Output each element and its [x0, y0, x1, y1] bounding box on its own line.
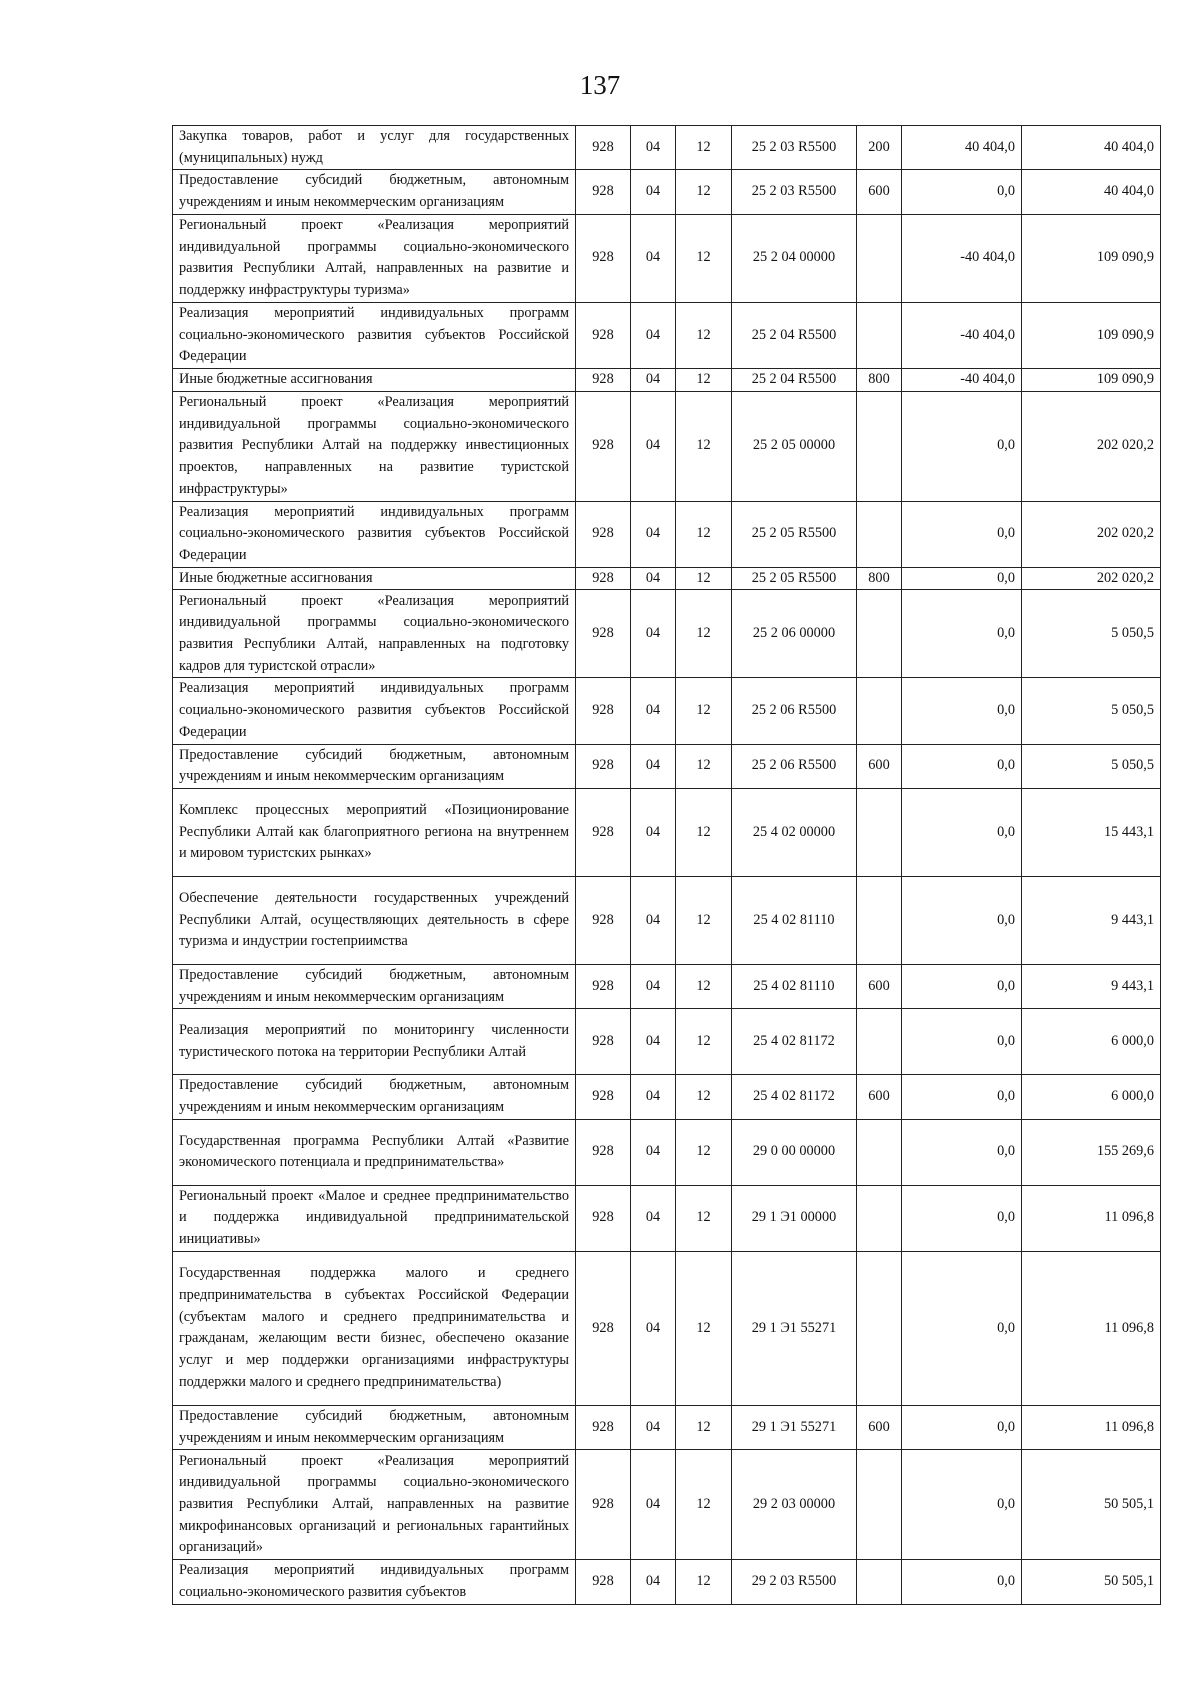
row-change-amount: 0,0 — [902, 170, 1022, 214]
row-change-amount: 0,0 — [902, 1119, 1022, 1185]
row-subsection-code: 12 — [676, 302, 732, 368]
row-total-amount: 109 090,9 — [1022, 302, 1161, 368]
table-row — [173, 391, 1161, 501]
table-row — [173, 876, 1161, 964]
row-target-article: 25 4 02 81110 — [732, 876, 857, 964]
row-ministry-code: 928 — [576, 1185, 631, 1251]
row-ministry-code: 928 — [576, 391, 631, 501]
row-target-article: 25 4 02 81110 — [732, 964, 857, 1008]
row-target-article: 25 2 06 R5500 — [732, 678, 857, 744]
row-name: Обеспечение деятельности государственных учреждений Республики Алтай, осуществляющих деятельность в сфере туризма и индустрии гостеприимства — [173, 876, 576, 964]
row-section-code: 04 — [631, 302, 676, 368]
row-target-article: 25 4 02 81172 — [732, 1009, 857, 1075]
row-total-amount: 50 505,1 — [1022, 1560, 1161, 1604]
row-total-amount: 202 020,2 — [1022, 501, 1161, 567]
table-row — [173, 1009, 1161, 1075]
table-row — [173, 1560, 1161, 1604]
table-row — [173, 1119, 1161, 1185]
row-subsection-code: 12 — [676, 1450, 732, 1560]
row-subsection-code: 12 — [676, 567, 732, 590]
row-expense-type: 600 — [857, 744, 902, 788]
row-ministry-code: 928 — [576, 876, 631, 964]
row-ministry-code: 928 — [576, 1009, 631, 1075]
row-name: Региональный проект «Реализация мероприятий индивидуальной программы социально-экономического развития Республики Алтай, направленных на развитие и поддержку инфраструктуры туризма» — [173, 214, 576, 302]
table-row — [173, 214, 1161, 302]
row-total-amount: 6 000,0 — [1022, 1075, 1161, 1119]
row-target-article: 29 1 Э1 55271 — [732, 1405, 857, 1449]
row-target-article: 25 2 06 R5500 — [732, 744, 857, 788]
row-change-amount: 0,0 — [902, 1560, 1022, 1604]
row-expense-type — [857, 391, 902, 501]
row-ministry-code: 928 — [576, 126, 631, 170]
row-ministry-code: 928 — [576, 501, 631, 567]
table-row — [173, 1251, 1161, 1405]
row-target-article: 29 2 03 R5500 — [732, 1560, 857, 1604]
table-row — [173, 1075, 1161, 1119]
row-section-code: 04 — [631, 567, 676, 590]
row-expense-type — [857, 1560, 902, 1604]
row-target-article: 29 0 00 00000 — [732, 1119, 857, 1185]
row-total-amount: 109 090,9 — [1022, 368, 1161, 391]
row-expense-type — [857, 1450, 902, 1560]
row-ministry-code: 928 — [576, 1560, 631, 1604]
row-total-amount: 40 404,0 — [1022, 126, 1161, 170]
row-name: Закупка товаров, работ и услуг для государственных (муниципальных) нужд — [173, 126, 576, 170]
row-subsection-code: 12 — [676, 126, 732, 170]
row-expense-type — [857, 1185, 902, 1251]
row-expense-type: 600 — [857, 964, 902, 1008]
row-total-amount: 109 090,9 — [1022, 214, 1161, 302]
row-expense-type — [857, 788, 902, 876]
row-section-code: 04 — [631, 1185, 676, 1251]
row-name: Государственная программа Республики Алтай «Развитие экономического потенциала и предпринимательства» — [173, 1119, 576, 1185]
row-name: Реализация мероприятий индивидуальных программ социально-экономического развития субъектов Российской Федерации — [173, 678, 576, 744]
row-section-code: 04 — [631, 788, 676, 876]
table-row — [173, 302, 1161, 368]
row-expense-type: 200 — [857, 126, 902, 170]
row-subsection-code: 12 — [676, 876, 732, 964]
table-row — [173, 1185, 1161, 1251]
row-change-amount: 0,0 — [902, 1251, 1022, 1405]
row-total-amount: 6 000,0 — [1022, 1009, 1161, 1075]
row-total-amount: 9 443,1 — [1022, 876, 1161, 964]
row-subsection-code: 12 — [676, 1251, 732, 1405]
row-ministry-code: 928 — [576, 1075, 631, 1119]
row-name: Региональный проект «Малое и среднее предпринимательство и поддержка индивидуальной предпринимательской инициативы» — [173, 1185, 576, 1251]
row-total-amount: 50 505,1 — [1022, 1450, 1161, 1560]
table-row — [173, 590, 1161, 678]
row-subsection-code: 12 — [676, 788, 732, 876]
table-row — [173, 678, 1161, 744]
row-ministry-code: 928 — [576, 590, 631, 678]
row-subsection-code: 12 — [676, 744, 732, 788]
row-subsection-code: 12 — [676, 368, 732, 391]
row-section-code: 04 — [631, 1009, 676, 1075]
row-name: Региональный проект «Реализация мероприятий индивидуальной программы социально-экономического развития Республики Алтай, направленных на развитие микрофинансовых организаций и региональных гарантийных организаций» — [173, 1450, 576, 1560]
row-change-amount: 0,0 — [902, 501, 1022, 567]
row-change-amount: 0,0 — [902, 391, 1022, 501]
row-section-code: 04 — [631, 170, 676, 214]
row-section-code: 04 — [631, 590, 676, 678]
table-row — [173, 567, 1161, 590]
row-subsection-code: 12 — [676, 1185, 732, 1251]
row-target-article: 29 1 Э1 00000 — [732, 1185, 857, 1251]
row-name: Реализация мероприятий индивидуальных программ социально-экономического развития субъектов Российской Федерации — [173, 501, 576, 567]
row-name: Реализация мероприятий индивидуальных программ социально-экономического развития субъектов Российской Федерации — [173, 302, 576, 368]
row-subsection-code: 12 — [676, 170, 732, 214]
row-section-code: 04 — [631, 126, 676, 170]
row-name: Предоставление субсидий бюджетным, автономным учреждениям и иным некоммерческим организациям — [173, 1405, 576, 1449]
row-target-article: 25 2 05 R5500 — [732, 501, 857, 567]
row-change-amount: -40 404,0 — [902, 368, 1022, 391]
row-section-code: 04 — [631, 391, 676, 501]
table-row — [173, 501, 1161, 567]
row-section-code: 04 — [631, 1450, 676, 1560]
row-name: Предоставление субсидий бюджетным, автономным учреждениям и иным некоммерческим организациям — [173, 744, 576, 788]
row-change-amount: 40 404,0 — [902, 126, 1022, 170]
row-section-code: 04 — [631, 964, 676, 1008]
row-name: Региональный проект «Реализация мероприятий индивидуальной программы социально-экономического развития Республики Алтай, направленных на подготовку кадров для туристской отрасли» — [173, 590, 576, 678]
row-section-code: 04 — [631, 876, 676, 964]
row-target-article: 29 2 03 00000 — [732, 1450, 857, 1560]
row-change-amount: 0,0 — [902, 876, 1022, 964]
row-section-code: 04 — [631, 501, 676, 567]
row-name: Государственная поддержка малого и среднего предпринимательства в субъектах Российской Федерации (субъектам малого и среднего предпринимательства и гражданам, желающим вести бизнес, обеспечено оказание услуг и мер поддержки организациями инфраструктуры поддержки малого и среднего предпринимательства) — [173, 1251, 576, 1405]
row-target-article: 25 2 03 R5500 — [732, 170, 857, 214]
table-row — [173, 368, 1161, 391]
row-ministry-code: 928 — [576, 678, 631, 744]
row-subsection-code: 12 — [676, 1075, 732, 1119]
row-change-amount: 0,0 — [902, 1075, 1022, 1119]
page-number: 137 — [579, 70, 621, 100]
row-target-article: 25 2 03 R5500 — [732, 126, 857, 170]
row-change-amount: 0,0 — [902, 964, 1022, 1008]
row-change-amount: 0,0 — [902, 567, 1022, 590]
row-subsection-code: 12 — [676, 1405, 732, 1449]
row-ministry-code: 928 — [576, 788, 631, 876]
row-ministry-code: 928 — [576, 1405, 631, 1449]
table-row — [173, 126, 1161, 170]
row-total-amount: 11 096,8 — [1022, 1185, 1161, 1251]
row-section-code: 04 — [631, 214, 676, 302]
budget-table-body — [173, 126, 1161, 1605]
row-name: Предоставление субсидий бюджетным, автономным учреждениям и иным некоммерческим организациям — [173, 1075, 576, 1119]
row-subsection-code: 12 — [676, 1009, 732, 1075]
table-row — [173, 744, 1161, 788]
row-expense-type: 800 — [857, 368, 902, 391]
row-total-amount: 155 269,6 — [1022, 1119, 1161, 1185]
row-subsection-code: 12 — [676, 391, 732, 501]
row-ministry-code: 928 — [576, 368, 631, 391]
row-expense-type — [857, 876, 902, 964]
row-name: Предоставление субсидий бюджетным, автономным учреждениям и иным некоммерческим организациям — [173, 170, 576, 214]
table-row — [173, 1405, 1161, 1449]
row-expense-type — [857, 1119, 902, 1185]
table-row — [173, 170, 1161, 214]
row-target-article: 25 2 06 00000 — [732, 590, 857, 678]
row-target-article: 25 2 04 R5500 — [732, 368, 857, 391]
row-change-amount: -40 404,0 — [902, 214, 1022, 302]
row-total-amount: 202 020,2 — [1022, 567, 1161, 590]
row-expense-type — [857, 214, 902, 302]
row-subsection-code: 12 — [676, 1119, 732, 1185]
row-section-code: 04 — [631, 744, 676, 788]
row-change-amount: 0,0 — [902, 1009, 1022, 1075]
row-section-code: 04 — [631, 1075, 676, 1119]
row-section-code: 04 — [631, 368, 676, 391]
row-expense-type — [857, 1251, 902, 1405]
row-section-code: 04 — [631, 1560, 676, 1604]
row-change-amount: 0,0 — [902, 1450, 1022, 1560]
row-total-amount: 5 050,5 — [1022, 678, 1161, 744]
row-target-article: 25 2 04 00000 — [732, 214, 857, 302]
row-target-article: 25 4 02 81172 — [732, 1075, 857, 1119]
row-total-amount: 40 404,0 — [1022, 170, 1161, 214]
row-subsection-code: 12 — [676, 501, 732, 567]
row-ministry-code: 928 — [576, 1450, 631, 1560]
row-section-code: 04 — [631, 1119, 676, 1185]
row-ministry-code: 928 — [576, 302, 631, 368]
row-total-amount: 15 443,1 — [1022, 788, 1161, 876]
row-subsection-code: 12 — [676, 590, 732, 678]
table-row — [173, 788, 1161, 876]
row-expense-type — [857, 501, 902, 567]
row-ministry-code: 928 — [576, 567, 631, 590]
row-expense-type: 800 — [857, 567, 902, 590]
row-total-amount: 11 096,8 — [1022, 1405, 1161, 1449]
row-section-code: 04 — [631, 1251, 676, 1405]
budget-table — [172, 125, 1161, 1605]
row-target-article: 25 2 05 R5500 — [732, 567, 857, 590]
row-change-amount: 0,0 — [902, 788, 1022, 876]
row-target-article: 25 4 02 00000 — [732, 788, 857, 876]
row-target-article: 25 2 05 00000 — [732, 391, 857, 501]
row-change-amount: 0,0 — [902, 678, 1022, 744]
row-subsection-code: 12 — [676, 964, 732, 1008]
table-row — [173, 964, 1161, 1008]
row-name: Комплекс процессных мероприятий «Позиционирование Республики Алтай как благоприятного региона на внутреннем и мировом туристских рынках» — [173, 788, 576, 876]
row-name: Иные бюджетные ассигнования — [173, 567, 576, 590]
row-change-amount: 0,0 — [902, 1405, 1022, 1449]
row-expense-type — [857, 678, 902, 744]
row-expense-type: 600 — [857, 1405, 902, 1449]
row-subsection-code: 12 — [676, 1560, 732, 1604]
row-total-amount: 5 050,5 — [1022, 590, 1161, 678]
row-ministry-code: 928 — [576, 964, 631, 1008]
row-subsection-code: 12 — [676, 214, 732, 302]
row-target-article: 29 1 Э1 55271 — [732, 1251, 857, 1405]
row-section-code: 04 — [631, 678, 676, 744]
row-ministry-code: 928 — [576, 744, 631, 788]
row-name: Региональный проект «Реализация мероприятий индивидуальной программы социально-экономического развития Республики Алтай на поддержку инвестиционных проектов, направленных на развитие туристской инфраструктуры» — [173, 391, 576, 501]
row-expense-type — [857, 590, 902, 678]
row-name: Реализация мероприятий по мониторингу численности туристического потока на территории Республики Алтай — [173, 1009, 576, 1075]
row-change-amount: 0,0 — [902, 744, 1022, 788]
row-name: Предоставление субсидий бюджетным, автономным учреждениям и иным некоммерческим организациям — [173, 964, 576, 1008]
row-total-amount: 5 050,5 — [1022, 744, 1161, 788]
row-total-amount: 9 443,1 — [1022, 964, 1161, 1008]
row-subsection-code: 12 — [676, 678, 732, 744]
table-row — [173, 1450, 1161, 1560]
row-name: Реализация мероприятий индивидуальных программ социально-экономического развития субъектов — [173, 1560, 576, 1604]
row-change-amount: 0,0 — [902, 590, 1022, 678]
row-expense-type: 600 — [857, 1075, 902, 1119]
row-total-amount: 11 096,8 — [1022, 1251, 1161, 1405]
row-ministry-code: 928 — [576, 214, 631, 302]
row-target-article: 25 2 04 R5500 — [732, 302, 857, 368]
row-name: Иные бюджетные ассигнования — [173, 368, 576, 391]
row-expense-type — [857, 1009, 902, 1075]
row-ministry-code: 928 — [576, 170, 631, 214]
row-section-code: 04 — [631, 1405, 676, 1449]
row-change-amount: 0,0 — [902, 1185, 1022, 1251]
row-total-amount: 202 020,2 — [1022, 391, 1161, 501]
row-change-amount: -40 404,0 — [902, 302, 1022, 368]
row-expense-type: 600 — [857, 170, 902, 214]
row-ministry-code: 928 — [576, 1119, 631, 1185]
row-expense-type — [857, 302, 902, 368]
row-ministry-code: 928 — [576, 1251, 631, 1405]
